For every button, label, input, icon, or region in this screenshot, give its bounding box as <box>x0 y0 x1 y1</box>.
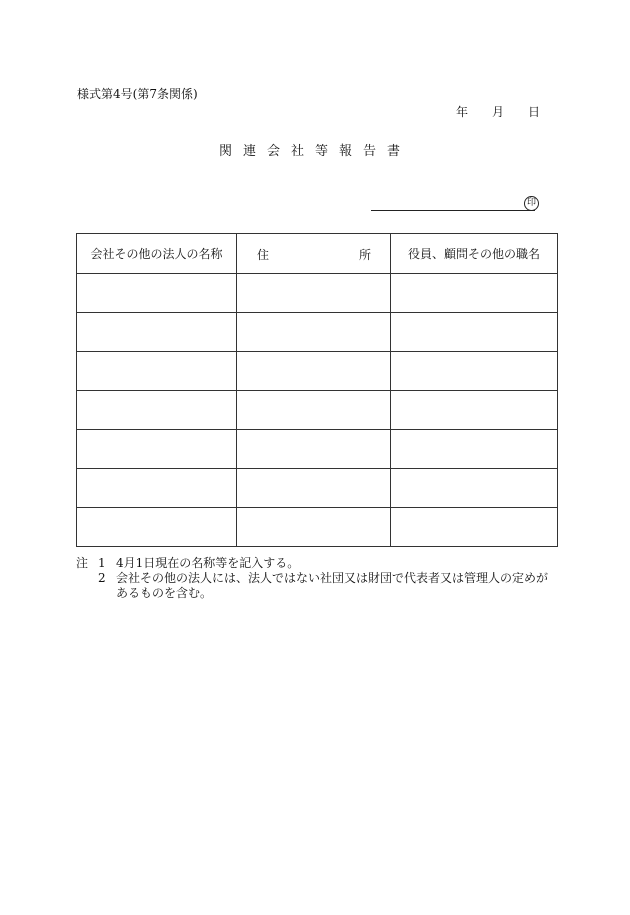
header-address-part2: 所 <box>358 248 371 262</box>
header-address-part1: 住 <box>257 248 270 262</box>
cell-address[interactable] <box>237 508 391 547</box>
signature-line <box>371 210 535 211</box>
seal-icon: 印 <box>524 196 539 211</box>
date-day-label: 日 <box>528 105 541 119</box>
table-row <box>77 391 558 430</box>
cell-position[interactable] <box>391 274 558 313</box>
cell-company-name[interactable] <box>77 313 237 352</box>
report-table <box>76 233 558 547</box>
date-month-label: 月 <box>492 105 505 119</box>
cell-company-name[interactable] <box>77 430 237 469</box>
notes-section <box>76 556 551 601</box>
cell-position[interactable] <box>391 352 558 391</box>
cell-company-name[interactable] <box>77 352 237 391</box>
header-address <box>237 234 391 274</box>
cell-address[interactable] <box>237 469 391 508</box>
document-title: 関連会社等報告書 <box>218 144 411 159</box>
table-row <box>77 352 558 391</box>
cell-company-name[interactable] <box>77 469 237 508</box>
note-number: 2 <box>98 571 106 585</box>
note-text: 4月1日現在の名称等を記入する。 <box>116 556 300 570</box>
cell-address[interactable] <box>237 352 391 391</box>
cell-position[interactable] <box>391 469 558 508</box>
cell-company-name[interactable] <box>77 508 237 547</box>
cell-position[interactable] <box>391 313 558 352</box>
cell-company-name[interactable] <box>77 391 237 430</box>
table-header-row <box>77 234 558 274</box>
cell-position[interactable] <box>391 508 558 547</box>
header-company-name: 会社その他の法人の名称 <box>77 234 237 274</box>
table-row <box>77 430 558 469</box>
note-text: 会社その他の法人には、法人ではない社団又は財団で代表者又は管理人の定めがあるものを含む。 <box>116 571 549 600</box>
cell-position[interactable] <box>391 391 558 430</box>
header-position: 役員、顧問その他の職名 <box>391 234 558 274</box>
cell-position[interactable] <box>391 430 558 469</box>
table-row <box>77 313 558 352</box>
table-row <box>77 469 558 508</box>
cell-address[interactable] <box>237 313 391 352</box>
note-number: 1 <box>98 556 106 570</box>
cell-address[interactable] <box>237 430 391 469</box>
table-row <box>77 274 558 313</box>
cell-company-name[interactable] <box>77 274 237 313</box>
note-item <box>76 556 551 571</box>
cell-address[interactable] <box>237 274 391 313</box>
table-row <box>77 508 558 547</box>
notes-label: 注 <box>76 556 89 570</box>
date-year-label: 年 <box>456 105 469 119</box>
cell-address[interactable] <box>237 391 391 430</box>
note-item <box>76 571 551 601</box>
form-number: 様式第4号(第7条関係) <box>77 87 198 101</box>
